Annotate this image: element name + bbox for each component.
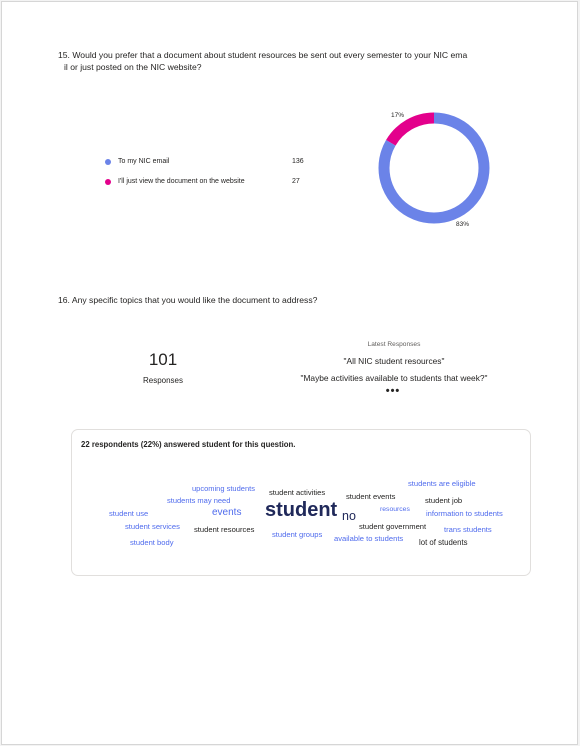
legend-count-website: 27 — [292, 178, 300, 185]
cloud-word[interactable]: student activities — [269, 488, 326, 497]
cloud-word[interactable]: student resources — [194, 525, 255, 534]
word-cloud-card — [71, 429, 531, 576]
legend-count-email: 136 — [292, 158, 304, 165]
cloud-word[interactable]: lot of students — [419, 538, 468, 547]
cloud-word[interactable]: student services — [125, 522, 180, 531]
legend-item-website — [105, 176, 325, 188]
cloud-word[interactable]: student body — [130, 538, 174, 547]
cloud-word[interactable]: students may need — [167, 496, 231, 505]
question-15-title-line2: il or just posted on the NIC website? — [64, 62, 202, 72]
cloud-word-primary[interactable]: student — [265, 499, 338, 521]
cloud-word[interactable]: no — [342, 509, 356, 523]
cloud-word[interactable]: student use — [109, 509, 149, 518]
donut-chart — [372, 106, 496, 230]
word-cloud-summary: 22 respondents (22%) answered student for this question. — [81, 440, 296, 449]
cloud-word[interactable]: upcoming students — [192, 484, 255, 493]
cloud-word[interactable]: resources — [380, 506, 410, 513]
cloud-word[interactable]: trans students — [444, 525, 492, 534]
cloud-word[interactable]: student job — [425, 496, 463, 505]
latest-responses-header: Latest Responses — [367, 341, 421, 348]
legend-dot-email — [105, 159, 111, 165]
response-count-label: Responses — [142, 376, 184, 385]
latest-response: "Maybe activities available to students that week?" — [300, 373, 488, 383]
cloud-word[interactable]: students are eligible — [408, 479, 476, 488]
cloud-word[interactable]: events — [212, 507, 242, 518]
cloud-word[interactable]: student government — [359, 522, 427, 531]
donut-label-minor: 17% — [391, 112, 405, 119]
response-count: 101 — [148, 350, 178, 369]
question-15-title-line1: 15. Would you prefer that a document about student resources be sent out every semester to your NIC ema — [58, 50, 468, 60]
question-15-title — [58, 49, 538, 73]
question-16-title: 16. Any specific topics that you would like the document to address? — [58, 295, 318, 305]
report-page — [1, 1, 578, 745]
legend-item-email — [105, 156, 325, 168]
cloud-word[interactable]: information to students — [426, 509, 503, 518]
legend-label-website: I'll just view the document on the website — [118, 178, 245, 185]
more-responses-button[interactable]: ••• — [385, 385, 401, 397]
legend-dot-website — [105, 179, 111, 185]
cloud-word[interactable]: student events — [346, 492, 396, 501]
legend-label-email: To my NIC email — [118, 158, 170, 165]
donut-label-major: 83% — [456, 221, 470, 228]
cloud-word[interactable]: available to students — [334, 534, 404, 543]
latest-response: "All NIC student resources" — [343, 356, 445, 366]
cloud-word[interactable]: student groups — [272, 530, 323, 539]
